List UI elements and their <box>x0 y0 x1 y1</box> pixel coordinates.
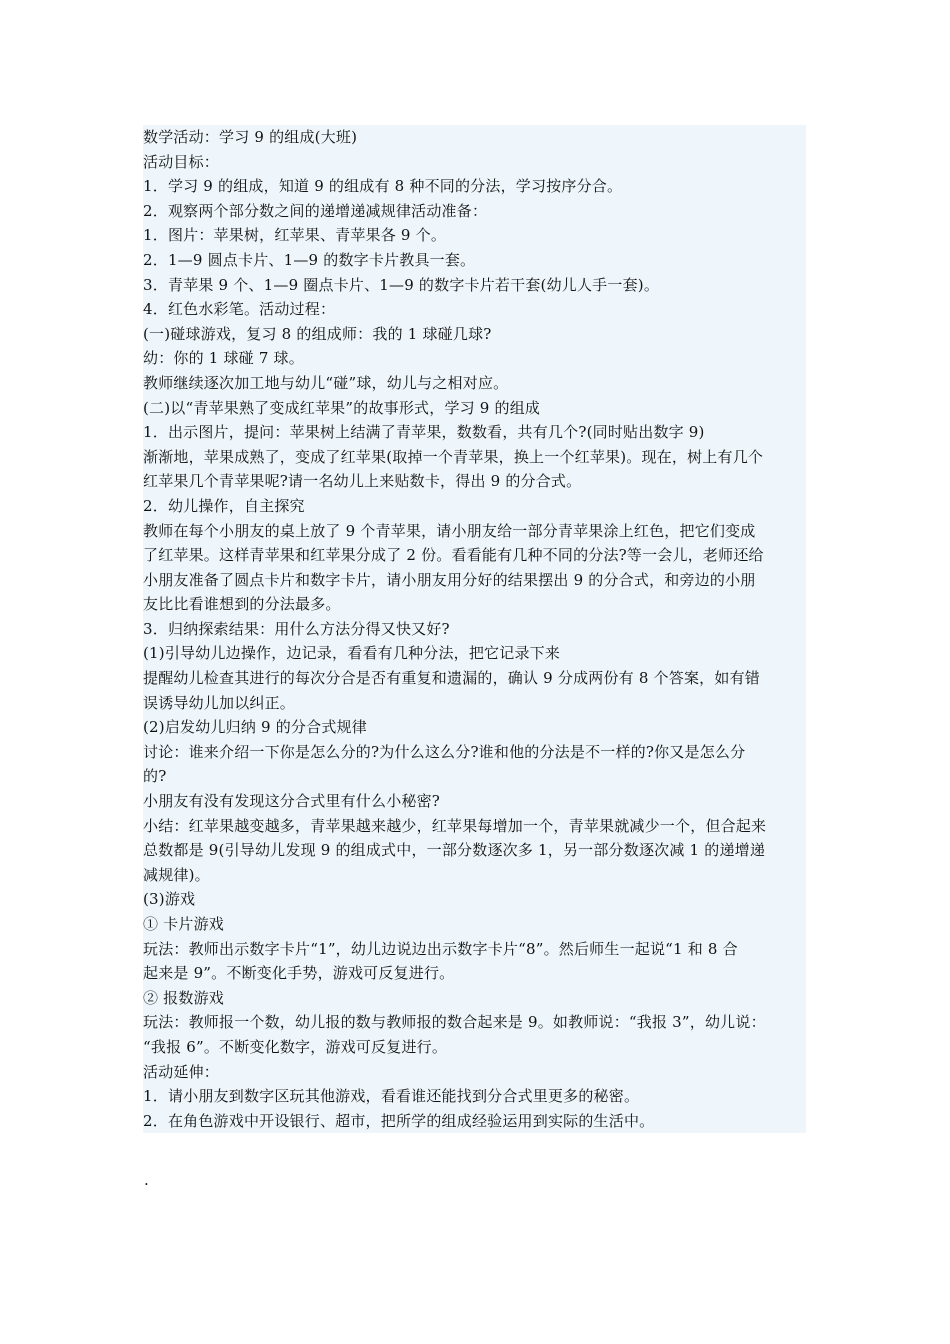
text-line: 起来是 9”。不断变化手势，游戏可反复进行。 <box>143 964 455 983</box>
text-line: 1．图片：苹果树，红苹果、青苹果各 9 个。 <box>143 226 447 245</box>
text-line: 2．1—9 圆点卡片、1—9 的数字卡片教具一套。 <box>143 250 476 269</box>
text-line: 小结：红苹果越变越多，青苹果越来越少，红苹果每增加一个，青苹果就减少一个，但合起来 <box>143 816 767 835</box>
text-line: 讨论：谁来介绍一下你是怎么分的?为什么这么分?谁和他的分法是不一样的?你又是怎么分 <box>143 742 746 761</box>
text-line: 的? <box>143 767 167 786</box>
text-line: 数学活动：学习 9 的组成(大班) <box>143 128 358 146</box>
text-line: 玩法：教师出示数字卡片“1”，幼儿边说边出示数字卡片“8”。然后师生一起说“1 和 8 合 <box>143 939 738 958</box>
text-line: “我报 6”。不断变化数字，游戏可反复进行。 <box>143 1037 448 1056</box>
text-line: 红苹果几个青苹果呢?请一名幼儿上来贴数卡，得出 9 的分合式。 <box>143 472 582 491</box>
text-line: (二)以“青苹果熟了变成红苹果”的故事形式，学习 9 的组成 <box>143 398 541 417</box>
text-line: 2．观察两个部分数之间的递增递减规律活动准备： <box>143 201 488 220</box>
text-line: 玩法：教师报一个数，幼儿报的数与教师报的数合起来是 9。如教师说：“我报 3”，幼儿说： <box>143 1013 766 1032</box>
text-line: 减规律)。 <box>143 865 210 884</box>
text-line: (3)游戏 <box>143 890 196 909</box>
text-line: 2．幼儿操作，自主探究 <box>143 496 305 515</box>
text-line: 误诱导幼儿加以纠正。 <box>143 693 296 712</box>
text-line: 活动目标： <box>143 152 220 171</box>
text-line: (一)碰球游戏，复习 8 的组成师：我的 1 球碰几球? <box>143 324 492 343</box>
text-line: 1．出示图片，提问：苹果树上结满了青苹果，数数看，共有几个?(同时贴出数字 9) <box>143 423 705 442</box>
text-line: 渐渐地，苹果成熟了，变成了红苹果(取掉一个青苹果，换上一个红苹果)。现在，树上有几个 <box>143 447 764 466</box>
text-line: 幼：你的 1 球碰 7 球。 <box>143 349 304 368</box>
text-line: 2．在角色游戏中开设银行、超市，把所学的组成经验运用到实际的生活中。 <box>143 1111 655 1130</box>
text-line: 了红苹果。这样青苹果和红苹果分成了 2 份。看看能有几种不同的分法?等一会儿，老师还给 <box>143 546 764 565</box>
text-line: 4．红色水彩笔。活动过程： <box>143 300 336 319</box>
text-line: ② 报数游戏 <box>143 988 224 1007</box>
text-line: 1．请小朋友到数字区玩其他游戏，看看谁还能找到分合式里更多的秘密。 <box>143 1087 640 1106</box>
text-line: 提醒幼儿检查其进行的每次分合是否有重复和遗漏的，确认 9 分成两份有 8 个答案，如有错 <box>143 669 760 688</box>
text-line: 小朋友有没有发现这分合式里有什么小秘密? <box>143 792 441 811</box>
text-line: 3．青苹果 9 个、1—9 圈点卡片、1—9 的数字卡片若干套(幼儿人手一套)。 <box>143 275 660 294</box>
text-line: (1)引导幼儿边操作，边记录，看看有几种分法，把它记录下来 <box>143 644 561 663</box>
text-line: 教师继续逐次加工地与幼儿“碰”球，幼儿与之相对应。 <box>143 373 509 392</box>
text-line: (2)启发幼儿归纳 9 的分合式规律 <box>143 718 367 737</box>
text-line: 小朋友准备了圆点卡片和数字卡片，请小朋友用分好的结果摆出 9 的分合式，和旁边的小朋 <box>143 570 756 589</box>
text-line: 教师在每个小朋友的桌上放了 9 个青苹果，请小朋友给一部分青苹果涂上红色，把它们变成 <box>143 521 756 540</box>
trailing-period: . <box>144 1171 149 1189</box>
text-line: ① 卡片游戏 <box>143 915 224 933</box>
text-line: 活动延伸： <box>143 1062 220 1081</box>
text-line: 友比比看谁想到的分法最多。 <box>143 595 341 614</box>
text-line: 总数都是 9(引导幼儿发现 9 的组成式中，一部分数逐次多 1，另一部分数逐次减 1 的递增递 <box>143 841 766 860</box>
document-body <box>143 125 806 1133</box>
text-line: 1．学习 9 的组成，知道 9 的组成有 8 种不同的分法，学习按序分合。 <box>143 177 623 196</box>
text-line: 3．归纳探索结果：用什么方法分得又快又好? <box>143 619 450 638</box>
